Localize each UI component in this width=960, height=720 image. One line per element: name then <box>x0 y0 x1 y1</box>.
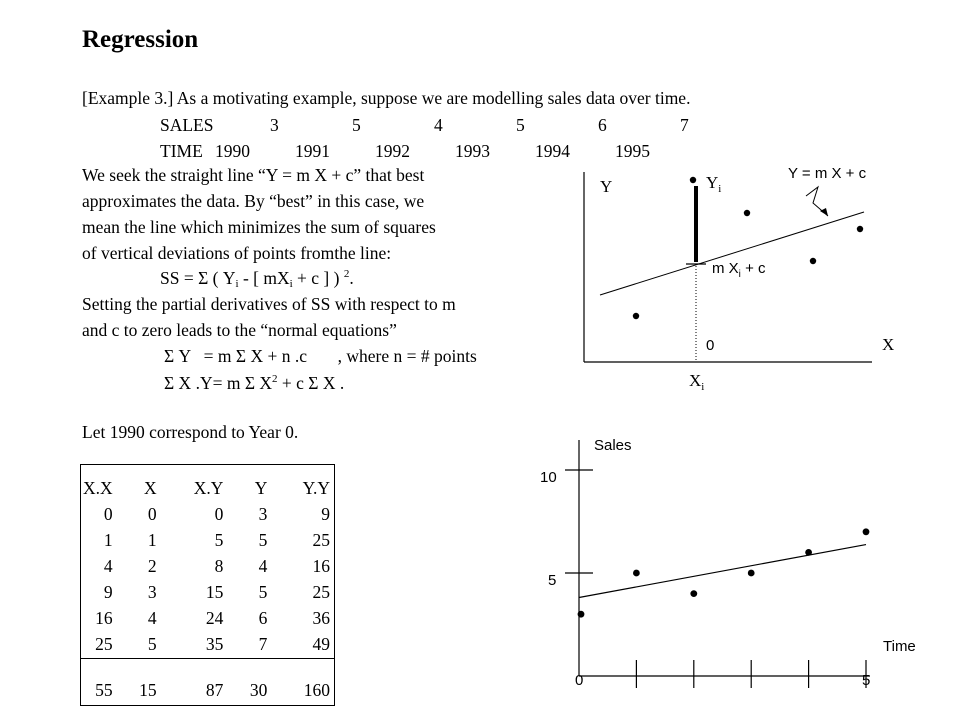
table-cell: 0 <box>147 504 157 524</box>
sales-label: SALES <box>160 115 214 135</box>
table-cell: 55 <box>95 680 113 700</box>
slide-title: Regression <box>82 26 199 53</box>
ss-eq-sup: 2 <box>343 268 350 280</box>
fit-value-sub: i <box>738 269 741 280</box>
table-cell: 160 <box>303 680 330 700</box>
chart-x-label: Time <box>883 638 916 655</box>
table-cell: 49 <box>312 634 330 654</box>
table-cell: 1 <box>147 530 157 550</box>
time-value: 1994 <box>535 141 570 161</box>
table-cell: 87 <box>205 680 224 700</box>
table-cell: 4 <box>147 608 157 628</box>
table-cell: 15 <box>205 582 224 602</box>
table-cell: 25 <box>312 582 330 602</box>
fit-value-prefix: m X <box>712 260 739 277</box>
ss-eq-part: + c ] ) <box>292 268 344 288</box>
table-cell: 35 <box>205 634 224 654</box>
sales-value: 6 <box>598 115 607 135</box>
table-cell: 3 <box>258 504 268 524</box>
table-cell: 9 <box>103 582 113 602</box>
diagram-origin-label: 0 <box>706 337 715 354</box>
time-value: 1993 <box>455 141 490 161</box>
time-value: 1991 <box>295 141 330 161</box>
table-cell: 1 <box>103 530 113 550</box>
normal-eq-part: + c Σ X . <box>277 373 345 393</box>
paragraph-line: Setting the partial derivatives of SS with respect to m <box>82 294 456 314</box>
xi-label-sub: i <box>701 381 705 393</box>
table-cell: 15 <box>139 680 157 700</box>
table-cell: 6 <box>258 608 268 628</box>
table-cell: 5 <box>214 530 224 550</box>
normal-eq-sup: 2 <box>272 373 278 385</box>
table-cell: Y <box>254 478 268 498</box>
chart-fit-line <box>579 545 866 598</box>
table-cell: 4 <box>103 556 113 576</box>
paragraph-line: mean the line which minimizes the sum of squares <box>82 217 436 237</box>
table-cell: 5 <box>258 582 268 602</box>
time-value: 1992 <box>375 141 410 161</box>
yi-label-sub: i <box>718 183 722 195</box>
chart-point <box>690 590 697 597</box>
paragraph-line: We seek the straight line “Y = m X + c” that best <box>82 165 425 185</box>
paragraph-line: approximates the data. By “best” in this case, we <box>82 191 425 211</box>
chart-x-tick-label: 0 <box>575 672 584 689</box>
chart-y-tick-label: 5 <box>548 572 557 589</box>
chart-point <box>633 570 640 577</box>
chart-point <box>863 528 870 535</box>
table-cell: X.X <box>83 478 113 498</box>
table-cell: 16 <box>312 556 330 576</box>
time-value: 1990 <box>215 141 250 161</box>
table-cell: 24 <box>205 608 224 628</box>
table-cell: 4 <box>258 556 268 576</box>
table-cell: 25 <box>95 634 113 654</box>
year-note: Let 1990 correspond to Year 0. <box>82 422 299 442</box>
table-cell: 0 <box>103 504 113 524</box>
table-cell: 8 <box>214 556 224 576</box>
table-cell: 0 <box>214 504 224 524</box>
chart-point <box>805 549 812 556</box>
time-value: 1995 <box>615 141 650 161</box>
sales-value: 4 <box>434 115 443 135</box>
normal-equation-1: Σ Y = m Σ X + n .c , where n = # points <box>164 346 477 366</box>
table-cell: 9 <box>321 504 330 524</box>
table-cell: 30 <box>249 680 268 700</box>
table-cell: X.Y <box>193 478 224 498</box>
fit-value-suffix: + c <box>740 260 766 277</box>
chart-y-label: Sales <box>594 437 632 454</box>
table-cell: 7 <box>258 634 268 654</box>
sales-value: 5 <box>352 115 361 135</box>
intro-text: As a motivating example, suppose we are modelling sales data over time. <box>173 88 691 108</box>
table-cell: 5 <box>258 530 268 550</box>
chart-labels <box>540 437 916 689</box>
chart-point <box>748 570 755 577</box>
chart-fit <box>579 545 866 598</box>
chart-x-tick-label: 5 <box>862 672 871 689</box>
time-label: TIME <box>160 141 203 161</box>
chart-axes <box>579 440 870 676</box>
sales-value: 7 <box>680 115 689 135</box>
table-cell: 36 <box>312 608 330 628</box>
diagram-x-label: X <box>882 335 895 354</box>
table-cell: 5 <box>147 634 157 654</box>
table-cell: 2 <box>147 556 157 576</box>
table-cell: 25 <box>312 530 330 550</box>
chart-points <box>578 528 870 617</box>
yi-label-text: Y <box>706 173 719 192</box>
chart-ticks <box>565 470 866 688</box>
ss-eq-part: SS = Σ ( Y <box>160 268 236 288</box>
table-cell: Y.Y <box>302 478 330 498</box>
sales-value: 3 <box>270 115 279 135</box>
table-cell: 3 <box>147 582 157 602</box>
sales-value: 5 <box>516 115 525 135</box>
paragraph-line: and c to zero leads to the “normal equations” <box>82 320 397 340</box>
xi-label-text: X <box>689 371 702 390</box>
line-equation-label: Y = m X + c <box>788 165 867 182</box>
table-cell: X <box>144 478 157 498</box>
chart-y-tick-label: 10 <box>540 469 557 486</box>
diagram-y-label: Y <box>600 177 613 196</box>
ss-eq-sub: i <box>235 278 239 290</box>
chart-point <box>578 611 585 618</box>
ss-eq-sub: i <box>289 278 293 290</box>
normal-eq-part: Σ X .Y= m Σ X <box>164 373 273 393</box>
example-tag: [Example 3.] <box>82 88 174 108</box>
ss-eq-part: . <box>349 268 354 288</box>
table-cell: 16 <box>95 608 113 628</box>
ss-eq-part: - [ mX <box>238 268 290 288</box>
paragraph-line: of vertical deviations of points fromthe line: <box>82 243 392 263</box>
